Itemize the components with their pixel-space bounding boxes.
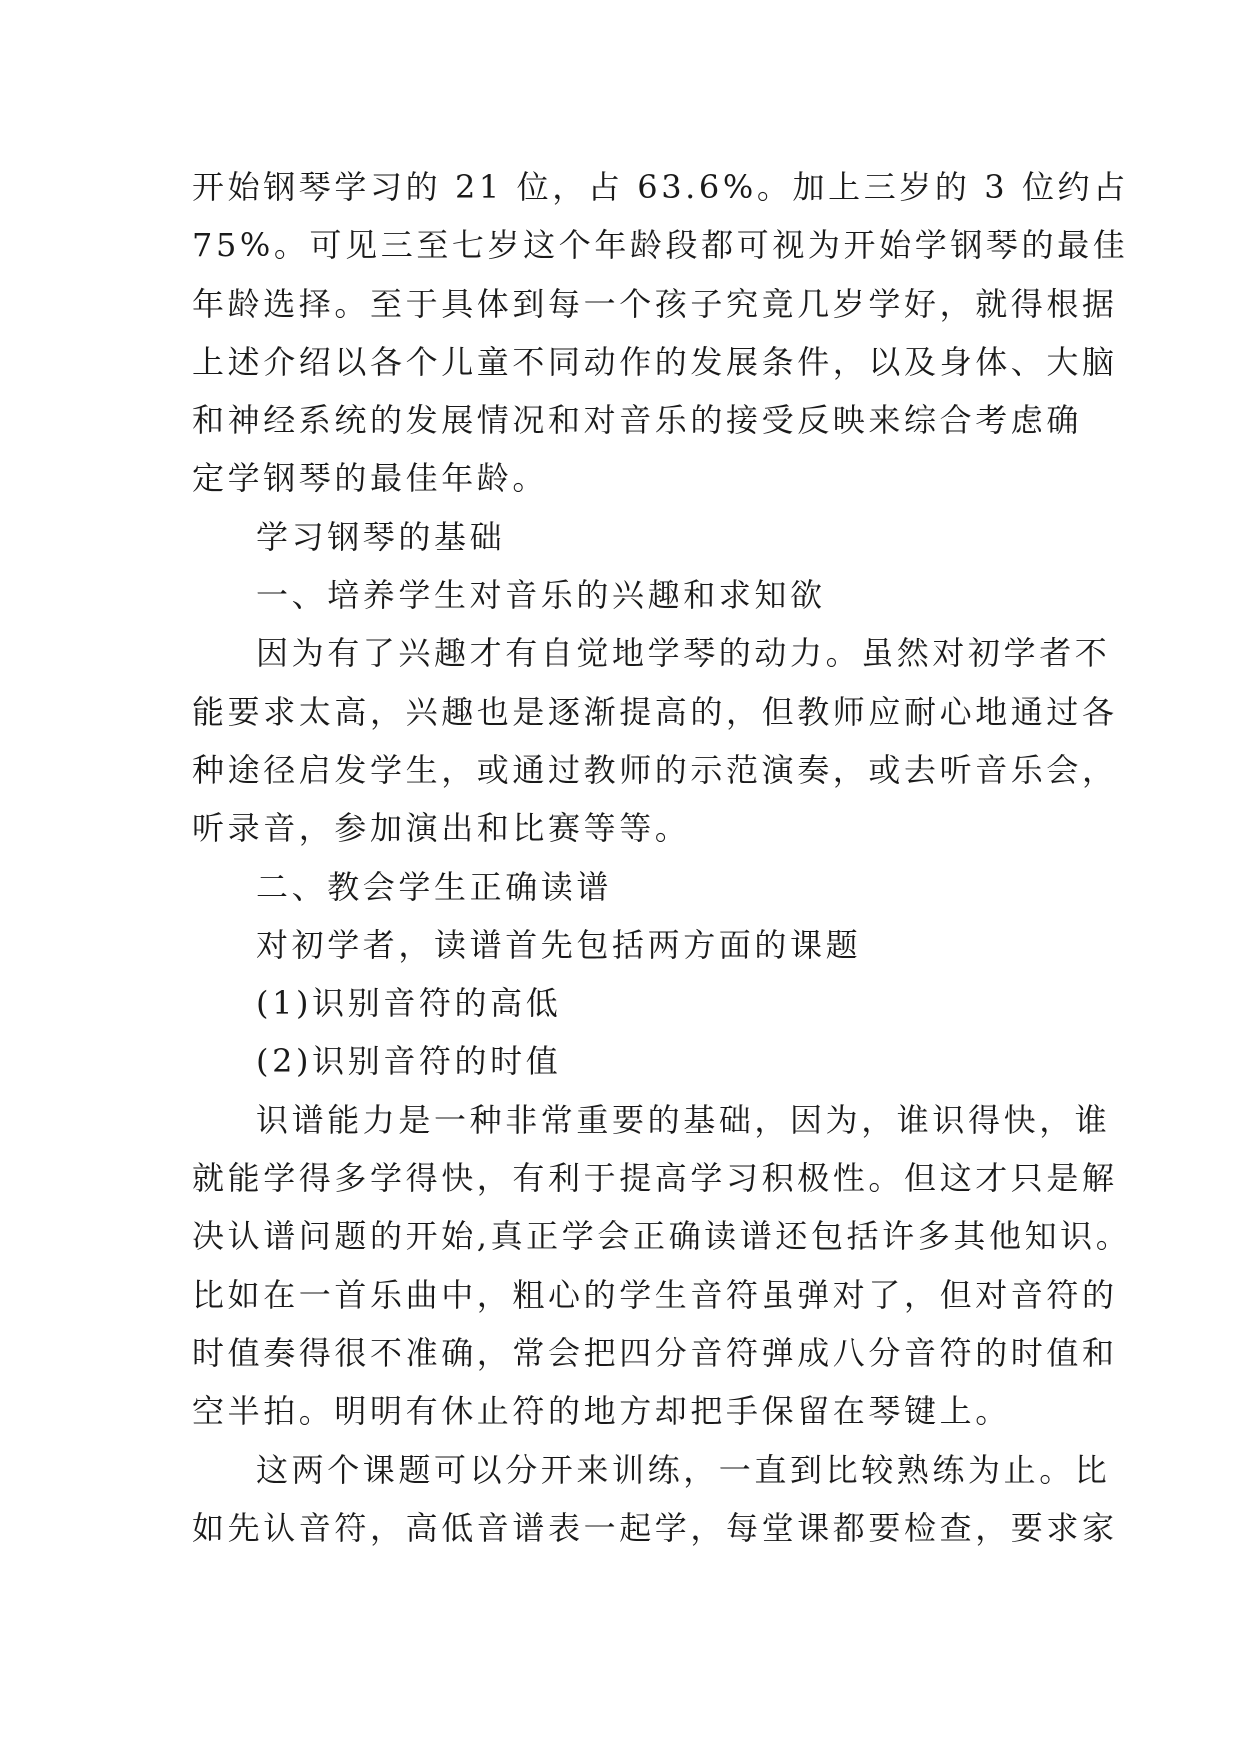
text-line: 二、教会学生正确读谱 — [256, 867, 613, 906]
text-line: 上述介绍以各个儿童不同动作的发展条件，以及身体、大脑 — [192, 342, 1118, 381]
text-line: 因为有了兴趣才有自觉地学琴的动力。虽然对初学者不 — [256, 634, 1111, 673]
text-line: 一、培养学生对音乐的兴趣和求知欲 — [256, 576, 826, 615]
text-line: 识谱能力是一种非常重要的基础，因为，谁识得快，谁 — [256, 1100, 1111, 1139]
text-line: 如先认音符，高低音谱表一起学，每堂课都要检查，要求家 — [192, 1508, 1118, 1547]
text-line: 开始钢琴学习的 21 位，占 63.6%。加上三岁的 3 位约占 — [192, 168, 1129, 206]
text-line: 对初学者，读谱首先包括两方面的课题 — [256, 925, 862, 964]
text-line: 听录音，参加演出和比赛等等。 — [192, 809, 691, 848]
text-line: 能要求太高，兴趣也是逐渐提高的，但教师应耐心地通过各 — [192, 692, 1118, 731]
text-line: 这两个课题可以分开来训练，一直到比较熟练为止。比 — [256, 1450, 1111, 1489]
text-line: 定学钢琴的最佳年龄。 — [192, 459, 549, 498]
text-line: 空半拍。明明有休止符的地方却把手保留在琴键上。 — [192, 1392, 1011, 1431]
body-text — [192, 158, 1132, 1557]
text-line: 就能学得多学得快，有利于提高学习积极性。但这才只是解 — [192, 1159, 1118, 1198]
text-line: (2)识别音符的时值 — [256, 1042, 562, 1081]
text-line: 75%。可见三至七岁这个年龄段都可视为开始学钢琴的最佳 — [192, 226, 1129, 265]
text-line: 比如在一首乐曲中，粗心的学生音符虽弹对了，但对音符的 — [192, 1275, 1118, 1314]
text-line: 年龄选择。至于具体到每一个孩子究竟几岁学好，就得根据 — [192, 284, 1118, 323]
text-line: 学习钢琴的基础 — [256, 517, 506, 556]
text-line: 和神经系统的发展情况和对音乐的接受反映来综合考虑确 — [192, 401, 1083, 440]
text-line: 决认谱问题的开始,真正学会正确读谱还包括许多其他知识。 — [192, 1217, 1132, 1256]
text-line: (1)识别音符的高低 — [256, 984, 562, 1023]
text-line: 时值奏得很不准确，常会把四分音符弹成八分音符的时值和 — [192, 1333, 1118, 1372]
text-line: 种途径启发学生，或通过教师的示范演奏，或去听音乐会， — [192, 750, 1118, 789]
